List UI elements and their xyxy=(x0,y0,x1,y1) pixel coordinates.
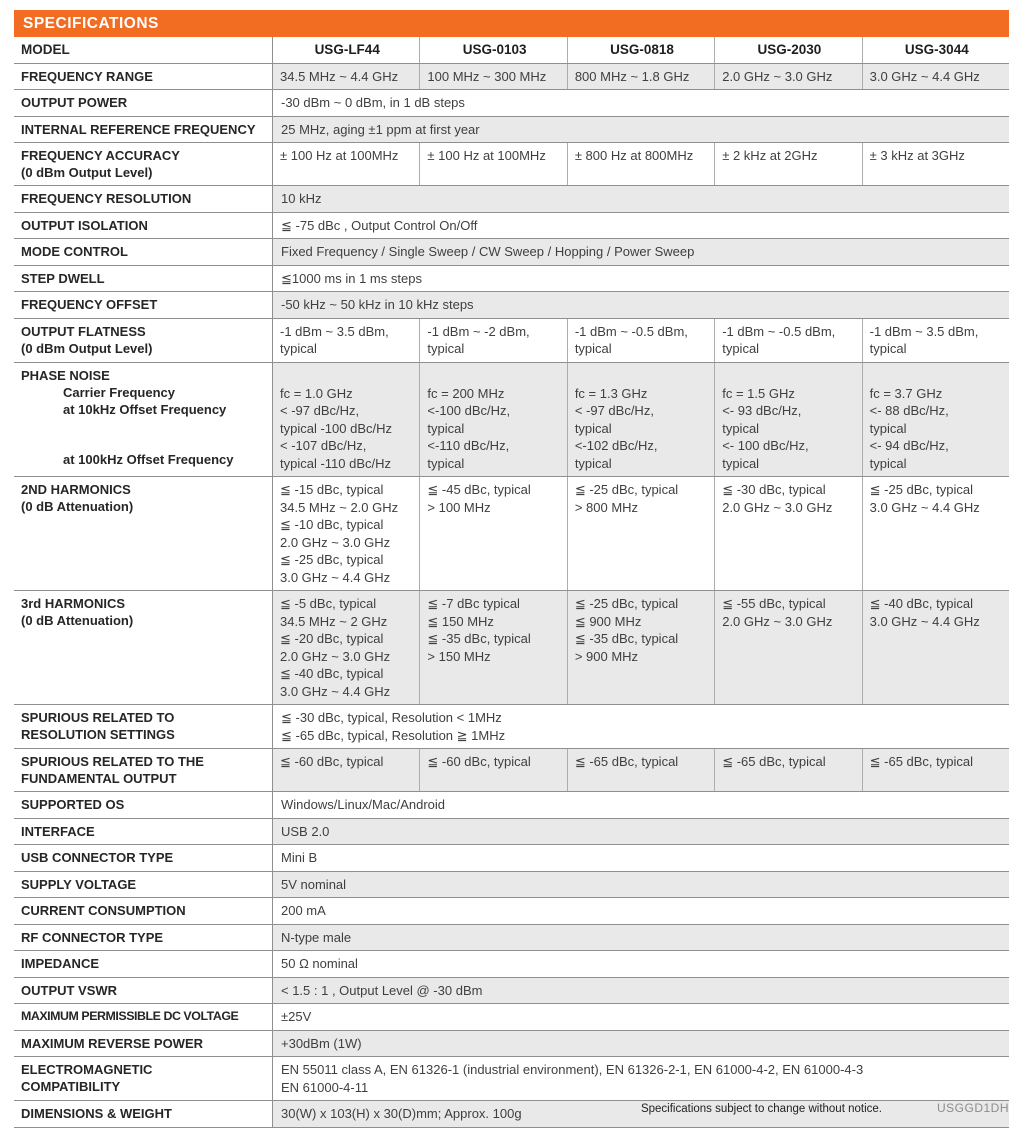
row-values xyxy=(273,951,1009,977)
value-line: 3.0 GHz ~ 4.4 GHz xyxy=(869,499,980,515)
value-line: 3.0 GHz ~ 4.4 GHz xyxy=(280,683,391,699)
value-cell-usg-lf44 xyxy=(273,319,420,362)
value-cell-usg-3044 xyxy=(863,477,1009,590)
merged-value-cell xyxy=(273,1031,1009,1057)
value-cell-usg-2030 xyxy=(715,477,862,590)
value-cell-usg-lf44 xyxy=(273,749,420,791)
value-cell-usg-lf44 xyxy=(273,477,420,590)
merged-value-cell xyxy=(273,872,1009,898)
value-line: ≦ -65 dBc, typical xyxy=(722,754,826,769)
value-line: ≦ 150 MHz xyxy=(427,613,494,629)
row-label xyxy=(14,213,273,239)
value-cell-usg-3044 xyxy=(863,591,1009,704)
row-label xyxy=(14,951,273,977)
row-label xyxy=(14,363,273,477)
row-label xyxy=(14,792,273,818)
value-cell-usg-0103 xyxy=(420,143,567,185)
merged-value-cell xyxy=(273,951,1009,977)
row-label-line: OUTPUT ISOLATION xyxy=(21,217,148,233)
value-cell-usg-0818 xyxy=(568,477,715,590)
value-cell-usg-0103 xyxy=(420,319,567,362)
spec-row-current-consumption xyxy=(14,898,1009,925)
value-line: typical -110 dBc/Hz xyxy=(280,455,392,471)
value-line: ≦ -30 dBc, typical, Resolution < 1MHz xyxy=(281,710,502,725)
value-line: typical xyxy=(427,420,465,436)
value-line: -1 dBm ~ 3.5 dBm, xyxy=(869,323,979,339)
value-line: <-110 dBc/Hz, xyxy=(427,438,510,453)
row-values xyxy=(273,1057,1009,1100)
row-label-line: CURRENT CONSUMPTION xyxy=(21,903,186,918)
value-line: < -97 dBc/Hz, xyxy=(574,403,654,418)
value-line: -50 kHz ~ 50 kHz in 10 kHz steps xyxy=(281,297,474,312)
value-line: 3.0 GHz ~ 4.4 GHz xyxy=(869,68,980,84)
row-label xyxy=(14,266,273,292)
value-line: ≦ -7 dBc typical xyxy=(427,596,520,611)
merged-value-cell xyxy=(273,845,1009,871)
spec-row-spurious-related-to-fundamental-output xyxy=(14,749,1009,792)
value-line: fc = 1.3 GHz xyxy=(574,385,648,401)
row-label-line: FREQUENCY RESOLUTION xyxy=(21,191,192,206)
row-label-line: USB CONNECTOR TYPE xyxy=(21,850,174,865)
value-line: ≦ -65 dBc, typical xyxy=(869,754,974,769)
specifications-banner xyxy=(14,10,1009,37)
value-cell-usg-0818 xyxy=(568,319,715,362)
spec-row-output-flatness xyxy=(14,319,1009,363)
value-cell-usg-lf44 xyxy=(273,64,420,90)
value-cell-usg-0103 xyxy=(420,363,567,477)
value-line: ≦ -75 dBc , Output Control On/Off xyxy=(281,217,478,233)
merged-value-cell xyxy=(273,925,1009,951)
row-label-line: OUTPUT POWER xyxy=(21,95,128,110)
row-label-line: MAXIMUM PERMISSIBLE DC VOLTAGE xyxy=(21,1009,239,1023)
spec-row-output-isolation xyxy=(14,213,1009,240)
row-values xyxy=(273,925,1009,951)
row-label xyxy=(14,591,273,704)
row-label-line: INTERNAL REFERENCE FREQUENCY xyxy=(21,121,256,137)
row-label xyxy=(14,978,273,1004)
value-line: +30dBm (1W) xyxy=(281,1035,362,1051)
value-line: 200 mA xyxy=(281,903,326,918)
value-line: typical xyxy=(427,341,465,356)
row-values xyxy=(273,117,1009,143)
value-line: typical xyxy=(722,341,760,356)
value-cell-usg-2030 xyxy=(715,64,862,90)
row-values xyxy=(273,90,1009,116)
row-values xyxy=(273,363,1009,477)
value-cell-usg-2030 xyxy=(715,319,862,362)
value-line: ± 100 Hz at 100MHz xyxy=(427,148,546,163)
value-line: 3.0 GHz ~ 4.4 GHz xyxy=(280,569,391,585)
value-line: <-102 dBc/Hz, xyxy=(574,438,658,453)
spec-row-maximum-reverse-power xyxy=(14,1031,1009,1058)
row-label-line: FUNDAMENTAL OUTPUT xyxy=(21,771,177,786)
row-label-line: MODE CONTROL xyxy=(21,244,128,259)
value-cell-usg-0103 xyxy=(420,749,567,791)
value-line: 2.0 GHz ~ 3.0 GHz xyxy=(722,68,833,84)
row-sublabel-line: at 10kHz Offset Frequency xyxy=(63,401,227,417)
value-cell-usg-2030 xyxy=(715,363,862,477)
value-cell-usg-2030 xyxy=(715,591,862,704)
row-label-line: FREQUENCY ACCURACY xyxy=(21,148,180,163)
value-line: ≦ -35 dBc, typical xyxy=(427,631,531,646)
merged-value-cell xyxy=(273,117,1009,143)
value-line: ≦ 900 MHz xyxy=(574,613,642,629)
row-label-line: INTERFACE xyxy=(21,823,95,839)
value-cell-usg-lf44 xyxy=(273,363,420,477)
value-line: > 100 MHz xyxy=(427,499,491,515)
value-line: fc = 1.0 GHz xyxy=(280,385,353,401)
spec-row-supply-voltage xyxy=(14,872,1009,899)
merged-value-cell xyxy=(273,266,1009,292)
model-column-header-usg-2030: USG-2030 xyxy=(715,37,862,63)
model-header-row xyxy=(14,37,1009,64)
value-line: 25 MHz, aging ±1 ppm at first year xyxy=(281,121,480,137)
value-line: -30 dBm ~ 0 dBm, in 1 dB steps xyxy=(281,95,465,110)
value-line: ≦ -65 dBc, typical, Resolution ≧ 1MHz xyxy=(281,727,506,743)
value-line: < -107 dBc/Hz, xyxy=(280,438,367,453)
merged-value-cell xyxy=(273,978,1009,1004)
value-line: ≦ -40 dBc, typical xyxy=(869,596,974,611)
value-cell-usg-0103 xyxy=(420,477,567,590)
spec-row-impedance xyxy=(14,951,1009,978)
row-values xyxy=(273,819,1009,845)
value-line: > 800 MHz xyxy=(574,499,639,515)
value-line: ≦ -60 dBc, typical xyxy=(427,754,531,769)
row-label xyxy=(14,749,273,791)
value-line: typical xyxy=(869,420,907,436)
value-line: ≦ -65 dBc, typical xyxy=(574,754,679,769)
row-label xyxy=(14,117,273,143)
value-line: < 1.5 : 1 , Output Level @ -30 dBm xyxy=(281,982,483,998)
value-line: typical xyxy=(869,455,907,471)
value-line: ≦ -15 dBc, typical xyxy=(280,482,384,497)
merged-value-cell xyxy=(273,819,1009,845)
row-label xyxy=(14,872,273,898)
value-line: 34.5 MHz ~ 2.0 GHz xyxy=(280,499,399,515)
row-label xyxy=(14,239,273,265)
row-label-line: RF CONNECTOR TYPE xyxy=(21,929,164,945)
value-line: -1 dBm ~ -0.5 dBm, xyxy=(722,323,836,339)
value-line: Windows/Linux/Mac/Android xyxy=(281,797,446,812)
value-line: ≦ -30 dBc, typical xyxy=(722,482,826,497)
footer xyxy=(14,1101,1009,1115)
spec-row-2nd-harmonics xyxy=(14,477,1009,591)
spec-row-frequency-range xyxy=(14,64,1009,91)
value-line: <- 94 dBc/Hz, xyxy=(869,438,949,453)
value-line: 3.0 GHz ~ 4.4 GHz xyxy=(869,613,980,629)
row-label-line: STEP DWELL xyxy=(21,270,105,286)
row-label xyxy=(14,64,273,90)
footer-note: Specifications subject to change without notice. xyxy=(640,1103,882,1115)
value-line: ≦ -40 dBc, typical xyxy=(280,666,384,681)
value-line: < -97 dBc/Hz, xyxy=(280,403,360,418)
row-label-line: SUPPLY VOLTAGE xyxy=(21,876,137,892)
merged-value-cell xyxy=(273,1004,1009,1030)
value-line: ≦1000 ms in 1 ms steps xyxy=(281,270,422,286)
value-cell-usg-0818 xyxy=(568,591,715,704)
value-line: ± 100 Hz at 100MHz xyxy=(280,148,399,163)
row-values xyxy=(273,749,1009,791)
value-cell-usg-3044 xyxy=(863,143,1009,185)
spec-row-frequency-resolution xyxy=(14,186,1009,213)
value-line: N-type male xyxy=(281,929,352,945)
row-label-line: OUTPUT FLATNESS xyxy=(21,323,146,339)
merged-value-cell xyxy=(273,213,1009,239)
spec-row-electromagnetic-compatibility xyxy=(14,1057,1009,1101)
value-line: ≦ -10 dBc, typical xyxy=(280,517,384,532)
value-cell-usg-lf44 xyxy=(273,591,420,704)
row-values xyxy=(273,319,1009,362)
value-line: Fixed Frequency / Single Sweep / CW Sweep / Hopping / Power Sweep xyxy=(281,244,695,259)
spec-row-phase-noise xyxy=(14,363,1009,478)
row-label xyxy=(14,186,273,212)
spec-row-usb-connector-type xyxy=(14,845,1009,872)
value-cell-usg-2030 xyxy=(715,143,862,185)
value-line: typical xyxy=(280,341,317,356)
row-sublabel-line: Carrier Frequency xyxy=(63,384,175,400)
value-line: > 150 MHz xyxy=(427,648,491,664)
model-header-columns xyxy=(273,37,1009,63)
row-values xyxy=(273,477,1009,590)
row-label-line: COMPATIBILITY xyxy=(21,1079,121,1094)
value-cell-usg-0103 xyxy=(420,64,567,90)
row-label-line: DIMENSIONS & WEIGHT xyxy=(21,1106,172,1121)
value-line: 34.5 MHz ~ 2 GHz xyxy=(280,613,388,629)
row-label-line: (0 dBm Output Level) xyxy=(21,165,153,180)
spec-row-step-dwell xyxy=(14,266,1009,293)
row-values xyxy=(273,792,1009,818)
value-line: ±25V xyxy=(281,1009,312,1024)
row-label xyxy=(14,1057,273,1100)
value-line: 800 MHz ~ 1.8 GHz xyxy=(574,68,690,84)
row-values xyxy=(273,872,1009,898)
value-line: ≦ -45 dBc, typical xyxy=(427,482,531,497)
value-cell-usg-3044 xyxy=(863,749,1009,791)
label-spacer xyxy=(21,418,266,451)
row-label-line: SPURIOUS RELATED TO xyxy=(21,710,175,725)
value-line: ≦ -5 dBc, typical xyxy=(280,596,377,611)
value-cell-usg-0818 xyxy=(568,64,715,90)
spec-row-rf-connector-type xyxy=(14,925,1009,952)
row-label xyxy=(14,1031,273,1057)
merged-value-cell xyxy=(273,292,1009,318)
value-line: -1 dBm ~ -2 dBm, xyxy=(427,323,530,339)
value-line: ≦ -25 dBc, typical xyxy=(574,596,679,611)
spec-row-internal-reference-frequency xyxy=(14,117,1009,144)
spec-row-spurious-related-to-resolution-settings xyxy=(14,705,1009,749)
value-line: ≦ -55 dBc, typical xyxy=(722,596,826,611)
model-column-header-usg-0818: USG-0818 xyxy=(568,37,715,63)
value-line: fc = 200 MHz xyxy=(427,385,505,401)
value-cell-usg-0103 xyxy=(420,591,567,704)
model-column-header-usg-3044: USG-3044 xyxy=(904,42,969,57)
value-line: ± 800 Hz at 800MHz xyxy=(574,148,694,163)
value-line: Mini B xyxy=(281,850,318,865)
row-label-line: MAXIMUM REVERSE POWER xyxy=(21,1035,204,1051)
value-line: typical xyxy=(427,455,465,471)
value-cell-usg-3044 xyxy=(863,363,1009,477)
value-line: -1 dBm ~ 3.5 dBm, xyxy=(280,323,389,339)
value-line: fc = 3.7 GHz xyxy=(869,385,943,401)
row-values xyxy=(273,213,1009,239)
value-line: 100 MHz ~ 300 MHz xyxy=(427,68,547,84)
row-values xyxy=(273,239,1009,265)
row-values xyxy=(273,898,1009,924)
value-line: ≦ -35 dBc, typical xyxy=(574,631,679,646)
value-line: 2.0 GHz ~ 3.0 GHz xyxy=(722,499,833,515)
value-cell-usg-3044 xyxy=(863,64,1009,90)
row-label xyxy=(14,90,273,116)
value-line: <- 100 dBc/Hz, xyxy=(722,438,809,453)
merged-value-cell xyxy=(273,239,1009,265)
row-values xyxy=(273,143,1009,185)
value-line: typical xyxy=(722,455,760,471)
row-label xyxy=(14,477,273,590)
model-header-label: MODEL xyxy=(14,37,273,63)
row-label xyxy=(14,1004,273,1030)
row-label xyxy=(14,705,273,748)
row-label xyxy=(14,143,273,185)
merged-value-cell xyxy=(273,186,1009,212)
row-label-line: (0 dB Attenuation) xyxy=(21,499,134,514)
value-cell-usg-lf44 xyxy=(273,143,420,185)
value-line: typical xyxy=(574,455,612,471)
value-line: EN 55011 class A, EN 61326-1 (industrial environment), EN 61326-2-1, EN 61000-4-2, EN 61000-4-3 xyxy=(281,1062,864,1077)
value-line: EN 61000-4-11 xyxy=(281,1079,369,1095)
row-label-line: 2ND HARMONICS xyxy=(21,482,131,497)
specifications-title: SPECIFICATIONS xyxy=(23,14,159,32)
merged-value-cell xyxy=(273,898,1009,924)
row-values xyxy=(273,1031,1009,1057)
value-line: 10 kHz xyxy=(281,191,322,206)
row-label-line: FREQUENCY RANGE xyxy=(21,68,153,84)
spec-row-supported-os xyxy=(14,792,1009,819)
row-label xyxy=(14,819,273,845)
value-cell-usg-0818 xyxy=(568,363,715,477)
value-line: ± 2 kHz at 2GHz xyxy=(722,148,818,163)
value-line: typical xyxy=(574,341,612,356)
value-line: ≦ -20 dBc, typical xyxy=(280,631,384,646)
spec-row-frequency-accuracy xyxy=(14,143,1009,186)
spec-row-output-power xyxy=(14,90,1009,117)
spec-row-frequency-offset xyxy=(14,292,1009,319)
value-line: 5V nominal xyxy=(281,876,347,892)
row-values xyxy=(273,64,1009,90)
value-line: 34.5 MHz ~ 4.4 GHz xyxy=(280,68,399,84)
row-label-line: SPURIOUS RELATED TO THE xyxy=(21,754,204,769)
row-values xyxy=(273,591,1009,704)
value-line: <- 93 dBc/Hz, xyxy=(722,403,802,418)
value-line: ≦ -25 dBc, typical xyxy=(574,482,679,497)
row-label xyxy=(14,319,273,362)
row-label-line: 3rd HARMONICS xyxy=(21,596,126,611)
spec-rows-container xyxy=(14,37,1009,1128)
value-line: 2.0 GHz ~ 3.0 GHz xyxy=(280,648,391,664)
model-column-header-usg-0103: USG-0103 xyxy=(420,37,567,63)
value-line: typical xyxy=(869,341,907,356)
value-line: fc = 1.5 GHz xyxy=(722,385,795,401)
row-values xyxy=(273,186,1009,212)
value-line: 50 Ω nominal xyxy=(281,956,358,971)
value-line: ± 3 kHz at 3GHz xyxy=(869,148,965,163)
value-line: ≦ -60 dBc, typical xyxy=(280,754,384,769)
row-sublabel-line: at 100kHz Offset Frequency xyxy=(63,451,234,467)
value-line: ≦ -25 dBc, typical xyxy=(280,552,384,567)
value-line: 2.0 GHz ~ 3.0 GHz xyxy=(722,613,833,629)
value-line: <- 88 dBc/Hz, xyxy=(869,403,949,418)
row-values xyxy=(273,705,1009,748)
value-line: typical xyxy=(574,420,612,436)
merged-value-cell xyxy=(273,792,1009,818)
spec-row-3rd-harmonics xyxy=(14,591,1009,705)
row-label-line: (0 dB Attenuation) xyxy=(21,613,134,628)
merged-value-cell xyxy=(273,705,1009,748)
spec-row-mode-control xyxy=(14,239,1009,266)
row-label xyxy=(14,925,273,951)
spec-row-interface xyxy=(14,819,1009,846)
row-values xyxy=(273,266,1009,292)
value-line: 30(W) x 103(H) x 30(D)mm; Approx. 100g xyxy=(281,1106,522,1121)
value-cell-usg-3044 xyxy=(863,319,1009,362)
row-label-line: RESOLUTION SETTINGS xyxy=(21,727,175,742)
row-label-line: IMPEDANCE xyxy=(21,956,100,971)
value-line: > 900 MHz xyxy=(574,648,639,664)
value-cell-usg-0818 xyxy=(568,749,715,791)
row-label xyxy=(14,292,273,318)
row-label-line: OUTPUT VSWR xyxy=(21,982,118,998)
merged-value-cell xyxy=(273,1057,1009,1100)
row-values xyxy=(273,845,1009,871)
spec-row-maximum-permissible-dc-voltage xyxy=(14,1004,1009,1031)
value-line: typical xyxy=(722,420,760,436)
row-values xyxy=(273,1004,1009,1030)
merged-value-cell xyxy=(273,90,1009,116)
row-label xyxy=(14,898,273,924)
row-label-line: (0 dBm Output Level) xyxy=(21,340,153,356)
value-cell-usg-2030 xyxy=(715,749,862,791)
row-label xyxy=(14,845,273,871)
value-line: ≦ -25 dBc, typical xyxy=(869,482,974,497)
value-cell-usg-0818 xyxy=(568,143,715,185)
value-line: <-100 dBc/Hz, xyxy=(427,403,511,418)
spec-row-output-vswr xyxy=(14,978,1009,1005)
value-line: -1 dBm ~ -0.5 dBm, xyxy=(574,323,688,339)
row-label-line: PHASE NOISE xyxy=(21,367,110,383)
specifications-table xyxy=(14,10,1009,1128)
row-label-line: SUPPORTED OS xyxy=(21,797,125,812)
value-line: USB 2.0 xyxy=(281,823,330,839)
row-label-line: FREQUENCY OFFSET xyxy=(21,297,158,312)
value-line: typical -100 dBc/Hz xyxy=(280,420,392,436)
row-label-line: ELECTROMAGNETIC xyxy=(21,1062,153,1077)
model-column-header-usg-lf44: USG-LF44 xyxy=(273,37,420,63)
footer-doc-code: USGGD1DH xyxy=(936,1101,1009,1115)
value-line: 2.0 GHz ~ 3.0 GHz xyxy=(280,534,391,550)
row-values xyxy=(273,292,1009,318)
row-values xyxy=(273,978,1009,1004)
